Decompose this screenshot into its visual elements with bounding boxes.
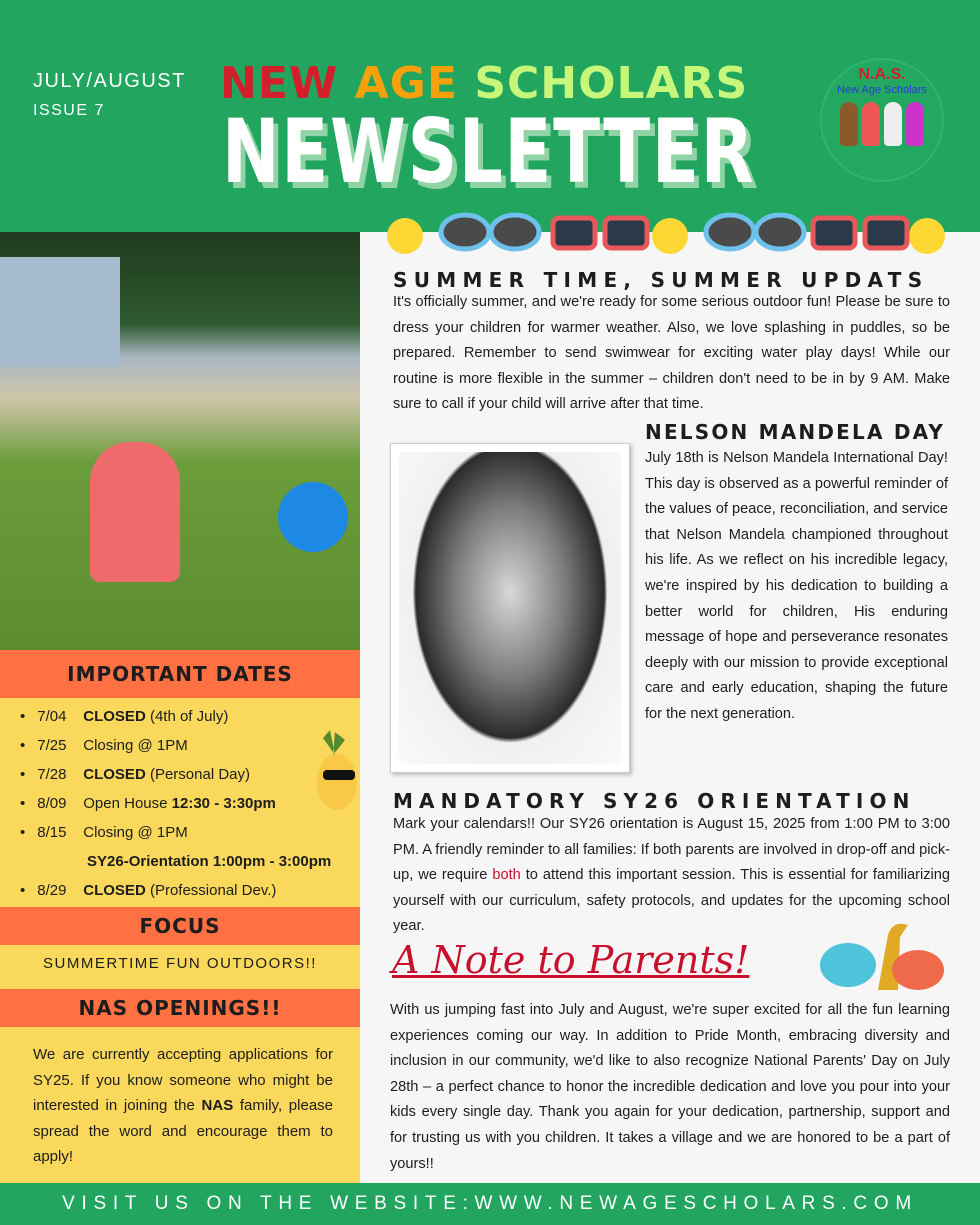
summer-heading: SUMMER TIME, SUMMER UPDATS xyxy=(393,268,929,292)
orientation-heading: MANDATORY SY26 ORIENTATION xyxy=(393,789,916,813)
openings-heading: NAS OPENINGS!! xyxy=(0,989,360,1027)
note-to-parents-heading: A Note to Parents! xyxy=(392,938,750,982)
brand-word: SCHOLARS xyxy=(474,58,749,109)
mandela-heading: NELSON MANDELA DAY xyxy=(645,420,946,444)
focus-heading: FOCUS xyxy=(0,907,360,945)
child-figure xyxy=(90,442,180,582)
logo-initials: N.A.S. xyxy=(858,66,906,83)
newsletter-title: NEWSLETTER xyxy=(222,100,756,203)
kids-illustration xyxy=(822,96,942,155)
issue-month: JULY/AUGUST xyxy=(33,70,186,92)
shed xyxy=(0,257,120,367)
highlight-both: both xyxy=(492,867,521,884)
date-item: • 8/09 Open House 12:30 - 3:30pm xyxy=(20,789,331,818)
sun-sunglasses-decoration xyxy=(375,198,975,258)
issue-info xyxy=(33,66,186,126)
date-item: • 7/25 Closing @ 1PM xyxy=(20,731,331,760)
dinosaurs-icon xyxy=(818,915,948,995)
blue-ball xyxy=(278,482,348,552)
logo-name: New Age Scholars xyxy=(837,84,927,96)
date-item: • 8/29 CLOSED (Professional Dev.) xyxy=(20,876,331,905)
date-item: • 7/04 CLOSED (4th of July) xyxy=(20,702,331,731)
focus-text: SUMMERTIME FUN OUTDOORS!! xyxy=(43,955,317,972)
brand-word: NEW xyxy=(220,58,339,109)
issue-number: ISSUE 7 xyxy=(33,102,105,119)
summer-text: It's officially summer, and we're ready for some serious outdoor fun! Please be sure to dress your children for warmer weather. Also, we love splashing in puddles, so be prepared. Remember to send swimwear for exciting water play days! While our routine is more flexible in the summer – children don't need to be in by 9 AM. Make sure to call if your child will arrive after that time. xyxy=(393,294,950,413)
openings-text: We are currently accepting applications for SY25. If you know someone who might be interested in joining the NAS family, please spread the word and encourage them to apply! xyxy=(33,1046,334,1166)
children-playing-photo xyxy=(0,232,360,650)
note-text: With us jumping fast into July and August, we're super excited for all the fun learning experiences coming our way. In addition to Pride Month, embracing diversity and inclusion in our community, we'd like to also recognize National Parents' Day on July 28th – a perfect chance to honor the incredible dedication and love you pour into your kids every single day. Thank you again for your dedication, partnership, support and for trusting us with you children. It takes a village and we are honored to be a part of yours!! xyxy=(390,1002,950,1172)
mandela-text: July 18th is Nelson Mandela International Day! This day is observed as a powerful reminder of the values of peace, reconciliation, and service that Nelson Mandela championed throughout his life. As we reflect on his incredible legacy, we're inspired by his dedication to building a better world for children, His enduring message of hope and perseverance resonates deeply with our mission to provide exceptional care and early education, shaping the future for the next generation. xyxy=(645,450,948,722)
important-dates-list xyxy=(20,702,331,905)
orientation-text: Mark your calendars!! Our SY26 orientation is August 15, 2025 from 1:00 PM to 3:00 PM. A friendly reminder to all families: If both parents are involved in drop-off and pick-up, we require both to attend this important session. This is essential for familiarizing yourself with our curriculum, safety protocols, and updates for the upcoming school year. xyxy=(393,816,950,935)
nas-logo xyxy=(820,58,944,182)
pineapple-icon xyxy=(305,730,360,820)
footer-website[interactable]: VISIT US ON THE WEBSITE:WWW.NEWAGESCHOLARS.COM xyxy=(0,1183,980,1225)
nelson-mandela-portrait xyxy=(390,443,630,773)
important-dates-heading: IMPORTANT DATES xyxy=(0,650,360,698)
brand-word: AGE xyxy=(354,58,458,109)
date-item: SY26-Orientation 1:00pm - 3:00pm xyxy=(87,853,332,870)
date-item: • 8/15 Closing @ 1PM xyxy=(20,818,331,847)
date-item: • 7/28 CLOSED (Personal Day) xyxy=(20,760,331,789)
left-sidebar xyxy=(0,650,360,1183)
